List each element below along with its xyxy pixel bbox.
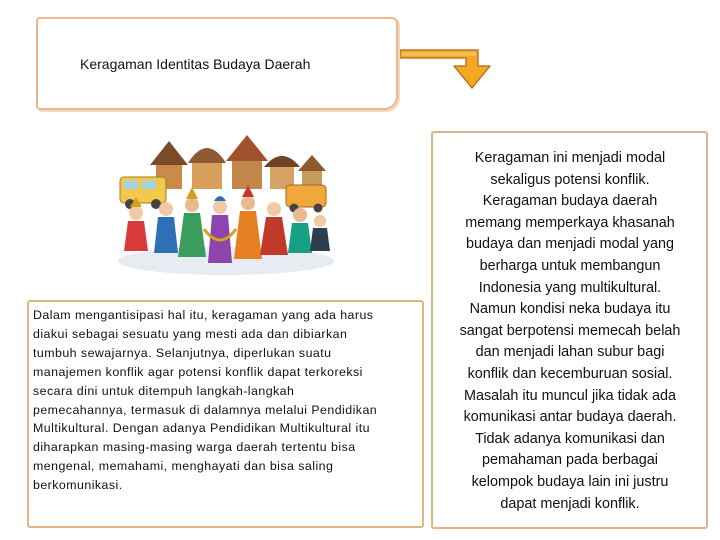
- right-line: pemahaman pada berbagai: [481, 452, 659, 469]
- left-line: diakui sebagai sesuatu yang mesti ada dan dibiarkan: [33, 326, 348, 341]
- right-line: Keragaman ini menjadi modal: [474, 150, 666, 166]
- left-line: Dalam mengantisipasi hal itu, keragaman yang ada harus: [33, 308, 374, 322]
- right-line: sangat berpotensi memecah belah: [459, 322, 681, 339]
- right-line: dan menjadi lahan subur bagi: [475, 344, 665, 361]
- right-line: komunikasi antar budaya daerah.: [463, 409, 677, 426]
- right-line: Indonesia yang multikultural.: [478, 279, 662, 296]
- left-line: Multikultural. Dengan adanya Pendidikan Multikultural itu: [33, 421, 370, 436]
- left-line: diharapkan masing-masing warga daerah tertentu bisa: [33, 440, 356, 455]
- traditional-houses-icon: [150, 135, 326, 191]
- right-line: sekaligus potensi konflik.: [490, 171, 650, 188]
- right-line: Namun kondisi neka budaya itu: [469, 301, 671, 318]
- left-text-panel: [27, 300, 424, 528]
- left-line: pemecahannya, termasuk di dalamnya melalui Pendidikan: [33, 402, 378, 417]
- right-paragraph: [435, 148, 705, 515]
- left-line: tumbuh sewajarnya. Selanjutnya, diperlukan suatu: [33, 345, 332, 360]
- right-line: Tidak adanya komunikasi dan: [475, 430, 665, 447]
- left-line: secara dini untuk ditempuh langkah-langkah: [33, 383, 295, 398]
- left-line: mengenal, memahami, menghayati dan bisa saling: [33, 459, 334, 474]
- arrow-down-right-icon: [400, 46, 496, 90]
- page-title: Keragaman Identitas Budaya Daerah: [80, 56, 311, 72]
- left-paragraph: [33, 306, 419, 495]
- left-line: berkomunikasi.: [33, 478, 123, 493]
- right-line: Keragaman budaya daerah: [482, 193, 658, 210]
- right-line: Masalah itu muncul jika tidak ada: [464, 387, 676, 404]
- right-line: dapat menjadi konflik.: [500, 495, 640, 512]
- left-line: manajemen konflik agar potensi konflik dapat terkoreksi: [33, 364, 363, 379]
- right-line: memang memperkaya khasanah: [465, 214, 675, 231]
- cultural-diversity-illustration: [108, 133, 338, 283]
- right-line: kelompok budaya lain ini justru: [471, 473, 669, 490]
- right-text-panel: [431, 131, 708, 529]
- right-line: konflik dan kecemburuan sosial.: [467, 365, 673, 382]
- right-line: budaya dan menjadi modal yang: [465, 236, 674, 253]
- right-line: berharga untuk membangun: [479, 257, 661, 274]
- title-box: [36, 17, 398, 110]
